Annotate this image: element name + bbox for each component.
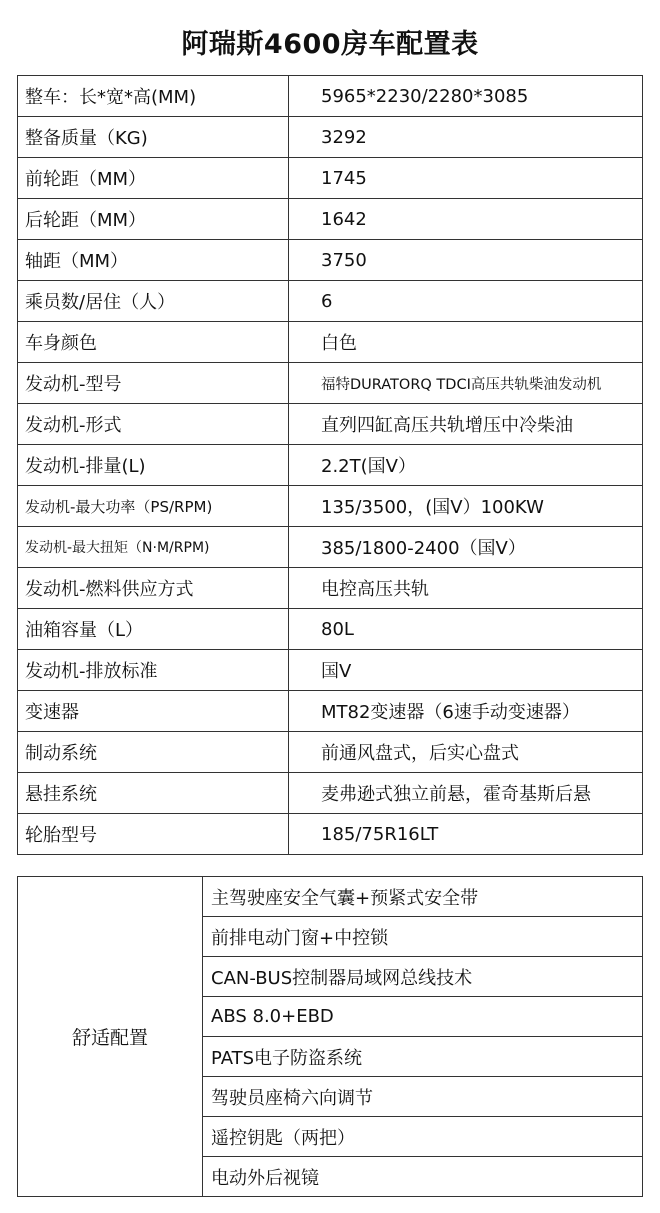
spec-label: 前轮距（MM） [18, 158, 289, 199]
spec-label: 变速器 [18, 691, 289, 732]
spec-label: 整车：长*宽*高(MM) [18, 76, 289, 117]
table-row [18, 877, 643, 917]
spec-value: 3292 [289, 117, 643, 158]
table-row [18, 486, 643, 527]
comfort-table [17, 876, 643, 1197]
spec-value: 5965*2230/2280*3085 [289, 76, 643, 117]
table-row [18, 650, 643, 691]
spec-label: 悬挂系统 [18, 773, 289, 814]
comfort-item: 前排电动门窗+中控锁 [203, 917, 643, 957]
spec-value: 白色 [289, 322, 643, 363]
spec-label: 整备质量（KG) [18, 117, 289, 158]
spec-value: 1745 [289, 158, 643, 199]
spec-label: 轴距（MM） [18, 240, 289, 281]
spec-label: 发动机-形式 [18, 404, 289, 445]
spec-value: 80L [289, 609, 643, 650]
spec-table [17, 75, 643, 855]
comfort-item: ABS 8.0+EBD [203, 997, 643, 1037]
spec-value: 2.2T(国Ⅴ） [289, 445, 643, 486]
spec-label: 发动机-最大功率（PS/RPM) [18, 486, 289, 527]
table-row [18, 158, 643, 199]
spec-label: 后轮距（MM） [18, 199, 289, 240]
table-row [18, 773, 643, 814]
spec-value: 185/75R16LT [289, 814, 643, 855]
table-row [18, 281, 643, 322]
comfort-category-label: 舒适配置 [18, 877, 203, 1197]
comfort-item: 电动外后视镜 [203, 1157, 643, 1197]
table-row [18, 363, 643, 404]
spec-value: 3750 [289, 240, 643, 281]
spec-value: 直列四缸高压共轨增压中冷柴油 [289, 404, 643, 445]
table-row [18, 240, 643, 281]
table-row [18, 322, 643, 363]
comfort-item: 遥控钥匙（两把） [203, 1117, 643, 1157]
spec-value: 麦弗逊式独立前悬，霍奇基斯后悬 [289, 773, 643, 814]
spec-label: 发动机-排量(L) [18, 445, 289, 486]
spec-value: 国Ⅴ [289, 650, 643, 691]
table-row [18, 445, 643, 486]
spec-label: 轮胎型号 [18, 814, 289, 855]
table-row [18, 404, 643, 445]
spec-value: 前通风盘式，后实心盘式 [289, 732, 643, 773]
spec-label: 制动系统 [18, 732, 289, 773]
comfort-item: 驾驶员座椅六向调节 [203, 1077, 643, 1117]
spec-label: 乘员数/居住（人） [18, 281, 289, 322]
spec-value: 1642 [289, 199, 643, 240]
table-row [18, 691, 643, 732]
table-row [18, 732, 643, 773]
spec-label: 车身颜色 [18, 322, 289, 363]
table-row [18, 609, 643, 650]
spec-value: MT82变速器（6速手动变速器） [289, 691, 643, 732]
spec-value: 135/3500，(国Ⅴ）100KW [289, 486, 643, 527]
spec-value: 电控高压共轨 [289, 568, 643, 609]
comfort-item: PATS电子防盗系统 [203, 1037, 643, 1077]
spec-label: 油箱容量（L） [18, 609, 289, 650]
table-row [18, 76, 643, 117]
comfort-item: CAN-BUS控制器局域网总线技术 [203, 957, 643, 997]
spec-value: 福特DURATORQ TDCI高压共轨柴油发动机 [289, 363, 643, 404]
table-row [18, 199, 643, 240]
table-row [18, 117, 643, 158]
spec-label: 发动机-型号 [18, 363, 289, 404]
spec-value: 6 [289, 281, 643, 322]
spec-value: 385/1800-2400（国Ⅴ） [289, 527, 643, 568]
spec-label: 发动机-排放标准 [18, 650, 289, 691]
page-title: 阿瑞斯4600房车配置表 [181, 29, 479, 60]
table-row [18, 527, 643, 568]
table-row [18, 568, 643, 609]
spec-label: 发动机-最大扭矩（N·M/RPM) [18, 527, 289, 568]
table-row [18, 814, 643, 855]
spec-label: 发动机-燃料供应方式 [18, 568, 289, 609]
comfort-item: 主驾驶座安全气囊+预紧式安全带 [203, 877, 643, 917]
